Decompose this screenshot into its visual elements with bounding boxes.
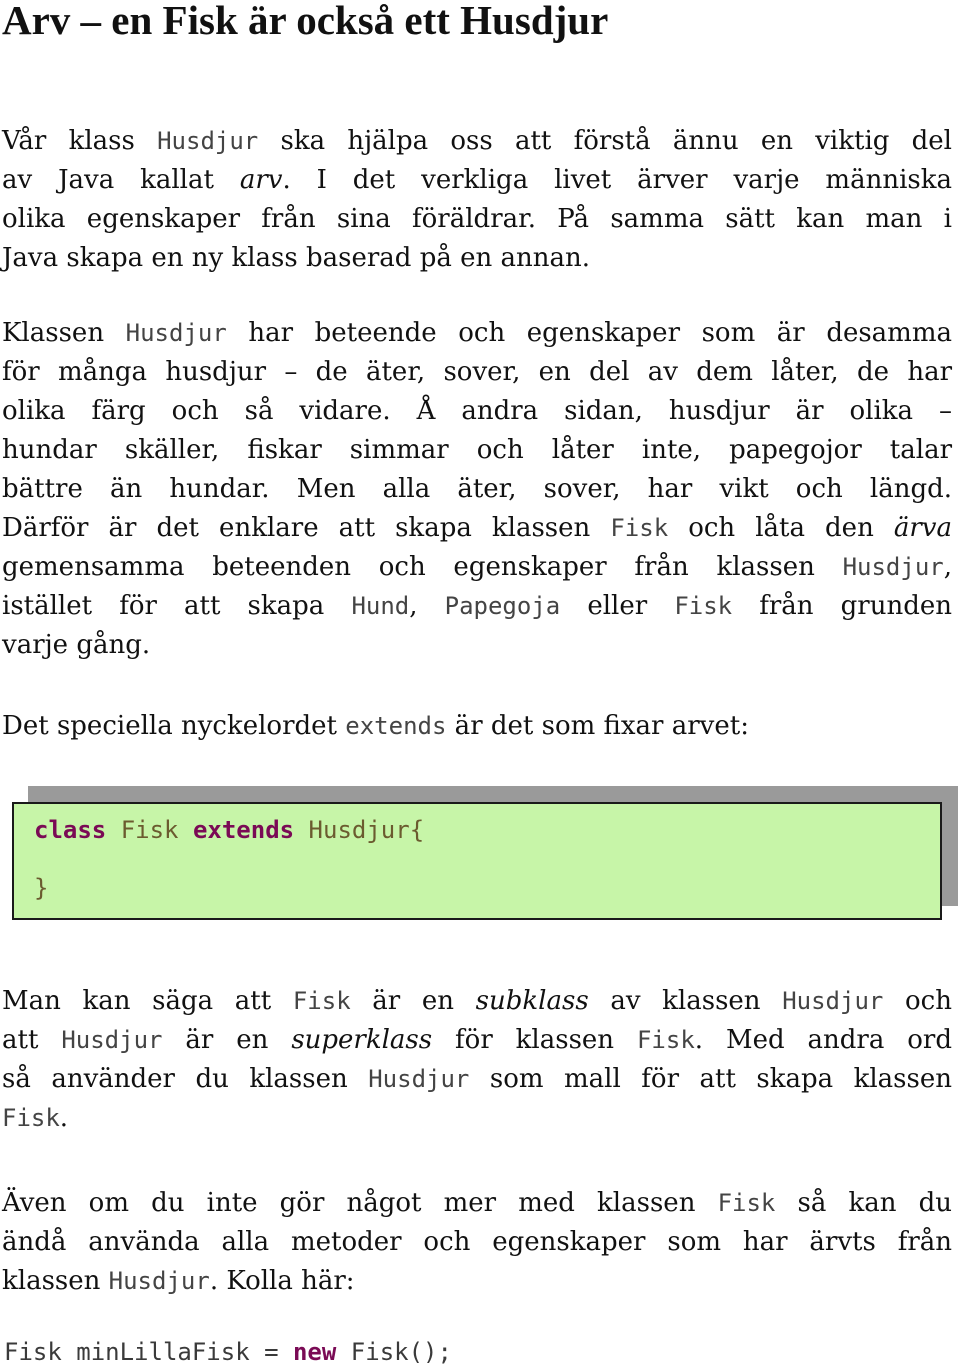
code-line: class Fisk extends Husdjur{ xyxy=(34,816,425,844)
code-term: Husdjur xyxy=(108,1267,210,1295)
code-term: Fisk xyxy=(674,592,733,620)
code-box xyxy=(12,802,942,920)
text-line: så använder du klassen Husdjur som mall för att skapa klassen xyxy=(2,1064,952,1094)
paragraph-husdjur xyxy=(2,314,952,665)
code-term: Fisk xyxy=(2,1104,60,1132)
code-keyword: extends xyxy=(192,816,295,844)
text-line: hundar skäller, fiskar simmar och låter inte, papegojor talar xyxy=(2,435,952,465)
text-line: Det speciella nyckelordet extends är det som fixar arvet: xyxy=(2,711,749,741)
text-line: av Java kallat arv. I det verkliga livet ärver varje människa xyxy=(2,165,952,195)
text-line: olika egenskaper från sina föräldrar. På samma sätt kan man i xyxy=(2,204,952,234)
code-term: Husdjur xyxy=(368,1065,470,1093)
code-term: Husdjur xyxy=(125,319,227,347)
code-keyword: class xyxy=(34,816,107,844)
paragraph-extends xyxy=(2,707,952,746)
text-line: att Husdjur är en superklass för klassen Fisk. Med andra ord xyxy=(2,1025,953,1055)
code-term: Husdjur xyxy=(61,1026,163,1054)
page-title: Arv – en Fisk är också ett Husdjur xyxy=(2,0,609,43)
text-line: Fisk. xyxy=(2,1103,69,1133)
emphasis-term: subklass xyxy=(475,986,589,1016)
text-line: Vår klass Husdjur ska hjälpa oss att förstå ännu en viktig del xyxy=(2,126,952,156)
paragraph-arvda-metoder xyxy=(2,1184,952,1301)
text-line: klassen Husdjur. Kolla här: xyxy=(2,1266,355,1296)
emphasis-term: arv xyxy=(239,165,283,195)
text-line: ändå använda alla metoder och egenskaper som har ärvts från xyxy=(2,1227,952,1257)
code-term: Husdjur xyxy=(157,127,259,155)
text-line: Klassen Husdjur har beteende och egenskaper som är desamma xyxy=(2,318,952,348)
text-line: Man kan säga att Fisk är en subklass av klassen Husdjur och xyxy=(2,986,952,1016)
code-term: Fisk xyxy=(636,1026,695,1054)
code-term: Fisk xyxy=(292,987,351,1015)
text-line: olika färg och så vidare. Å andra sidan, husdjur är olika – xyxy=(2,396,952,426)
code-term: Fisk xyxy=(717,1189,776,1217)
text-line: istället för att skapa Hund, Papegoja eller Fisk från grunden xyxy=(2,591,952,621)
text-line: Java skapa en ny klass baserad på en annan. xyxy=(2,243,591,273)
paragraph-subklass xyxy=(2,982,952,1138)
code-keyword: new xyxy=(292,1338,337,1366)
text-line: Även om du inte gör något mer med klassen Fisk så kan du xyxy=(2,1188,953,1218)
text-line: varje gång. xyxy=(2,630,151,660)
text-line: för många husdjur – de äter, sover, en del av dem låter, de har xyxy=(2,357,952,387)
code-line: } xyxy=(34,874,49,902)
text-line: Därför är det enklare att skapa klassen Fisk och låta den ärva xyxy=(2,513,952,543)
emphasis-term: superklass xyxy=(291,1025,433,1055)
code-term: Husdjur xyxy=(782,987,884,1015)
paragraph-intro xyxy=(2,122,952,278)
code-term: Fisk xyxy=(610,514,669,542)
code-term: extends xyxy=(345,712,447,740)
text-line: gemensamma beteenden och egenskaper från klassen Husdjur, xyxy=(2,552,952,582)
code-snippet: Fisk minLillaFisk = new Fisk(); xyxy=(4,1338,452,1366)
text-line: bättre än hundar. Men alla äter, sover, har vikt och längd. xyxy=(2,474,952,504)
code-term: Hund xyxy=(351,592,410,620)
code-term: Papegoja xyxy=(444,592,561,620)
emphasis-term: ärva xyxy=(893,513,952,543)
code-term: Husdjur xyxy=(842,553,944,581)
